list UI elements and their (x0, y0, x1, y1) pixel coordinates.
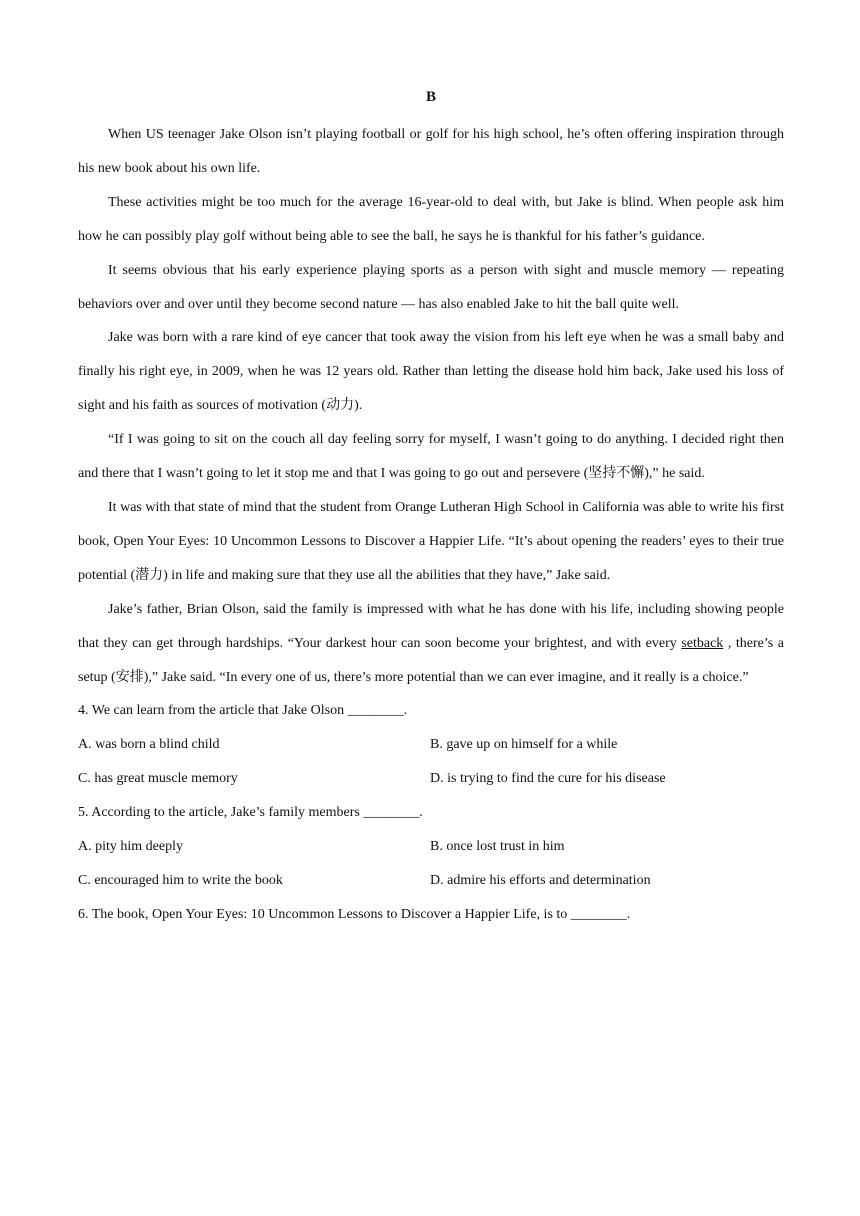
question-5-option-c[interactable]: C. encouraged him to write the book (78, 872, 283, 888)
paragraph-1: When US teenager Jake Olson isn’t playing football or golf for his high school, he’s often offering inspiration through his new book about his own life. (78, 127, 784, 176)
section-title: B (425, 89, 436, 105)
question-5-options (78, 830, 784, 898)
question-4-stem: 4. We can learn from the article that Jake Olson ________. (78, 703, 408, 719)
question-5-stem: 5. According to the article, Jake’s family members ________. (78, 805, 423, 821)
paragraph-7 (78, 593, 784, 695)
question-5-option-d[interactable]: D. admire his efforts and determination (430, 872, 651, 888)
paragraph-5: “If I was going to sit on the couch all day feeling sorry for myself, I wasn’t going to do anything. I decided right then and there that I wasn’t going to let it stop me and that I was going to go out and persevere (坚持不懈),” he said. (78, 432, 784, 482)
question-4-option-c[interactable]: C. has great muscle memory (78, 771, 238, 787)
document-page (78, 84, 784, 932)
paragraph-2: These activities might be too much for the average 16-year-old to deal with, but Jake is blind. When people ask him how he can possibly play golf without being able to see the ball, he says he is thankful for his father’s guidance. (78, 194, 784, 244)
question-4-options (78, 728, 784, 796)
paragraph-7-text-start: Jake’s father, Brian Olson, said the family is impressed with what he has done with his life, including showing people that they can get through hardships. “Your darkest hour can soon become your brightest, and with every (78, 601, 784, 651)
paragraph-3: It seems obvious that his early experience playing sports as a person with sight and muscle memory — repeating behaviors over and over until they become second nature — has also enabled Jake to hit the ball quite well. (78, 262, 784, 312)
question-6-stem: 6. The book, Open Your Eyes: 10 Uncommon Lessons to Discover a Happier Life, is to ________. (78, 906, 631, 922)
question-4-option-d[interactable]: D. is trying to find the cure for his disease (430, 771, 666, 787)
question-5-option-a[interactable]: A. pity him deeply (78, 839, 183, 855)
underlined-word: setback (681, 635, 724, 651)
paragraph-7-text-end: , there’s a setup (安排),” Jake said. “In every one of us, there’s more potential than we can ever imagine, and it really is a choice.” (78, 635, 784, 685)
question-4-option-a[interactable]: A. was born a blind child (78, 737, 220, 753)
question-4-option-b[interactable]: B. gave up on himself for a while (430, 737, 618, 753)
paragraph-6: It was with that state of mind that the student from Orange Lutheran High School in California was able to write his first book, Open Your Eyes: 10 Uncommon Lessons to Discover a Happier Life. “It’s about opening the readers’ eyes to their true potential (潜力) in life and making sure that they use all the abilities that they have,” Jake said. (78, 499, 784, 583)
question-5-option-b[interactable]: B. once lost trust in him (430, 839, 565, 855)
paragraph-4: Jake was born with a rare kind of eye cancer that took away the vision from his left eye when he was a small baby and finally his right eye, in 2009, when he was 12 years old. Rather than letting the disease hold him back, Jake used his loss of sight and his faith as sources of motivation (动力). (78, 330, 784, 414)
